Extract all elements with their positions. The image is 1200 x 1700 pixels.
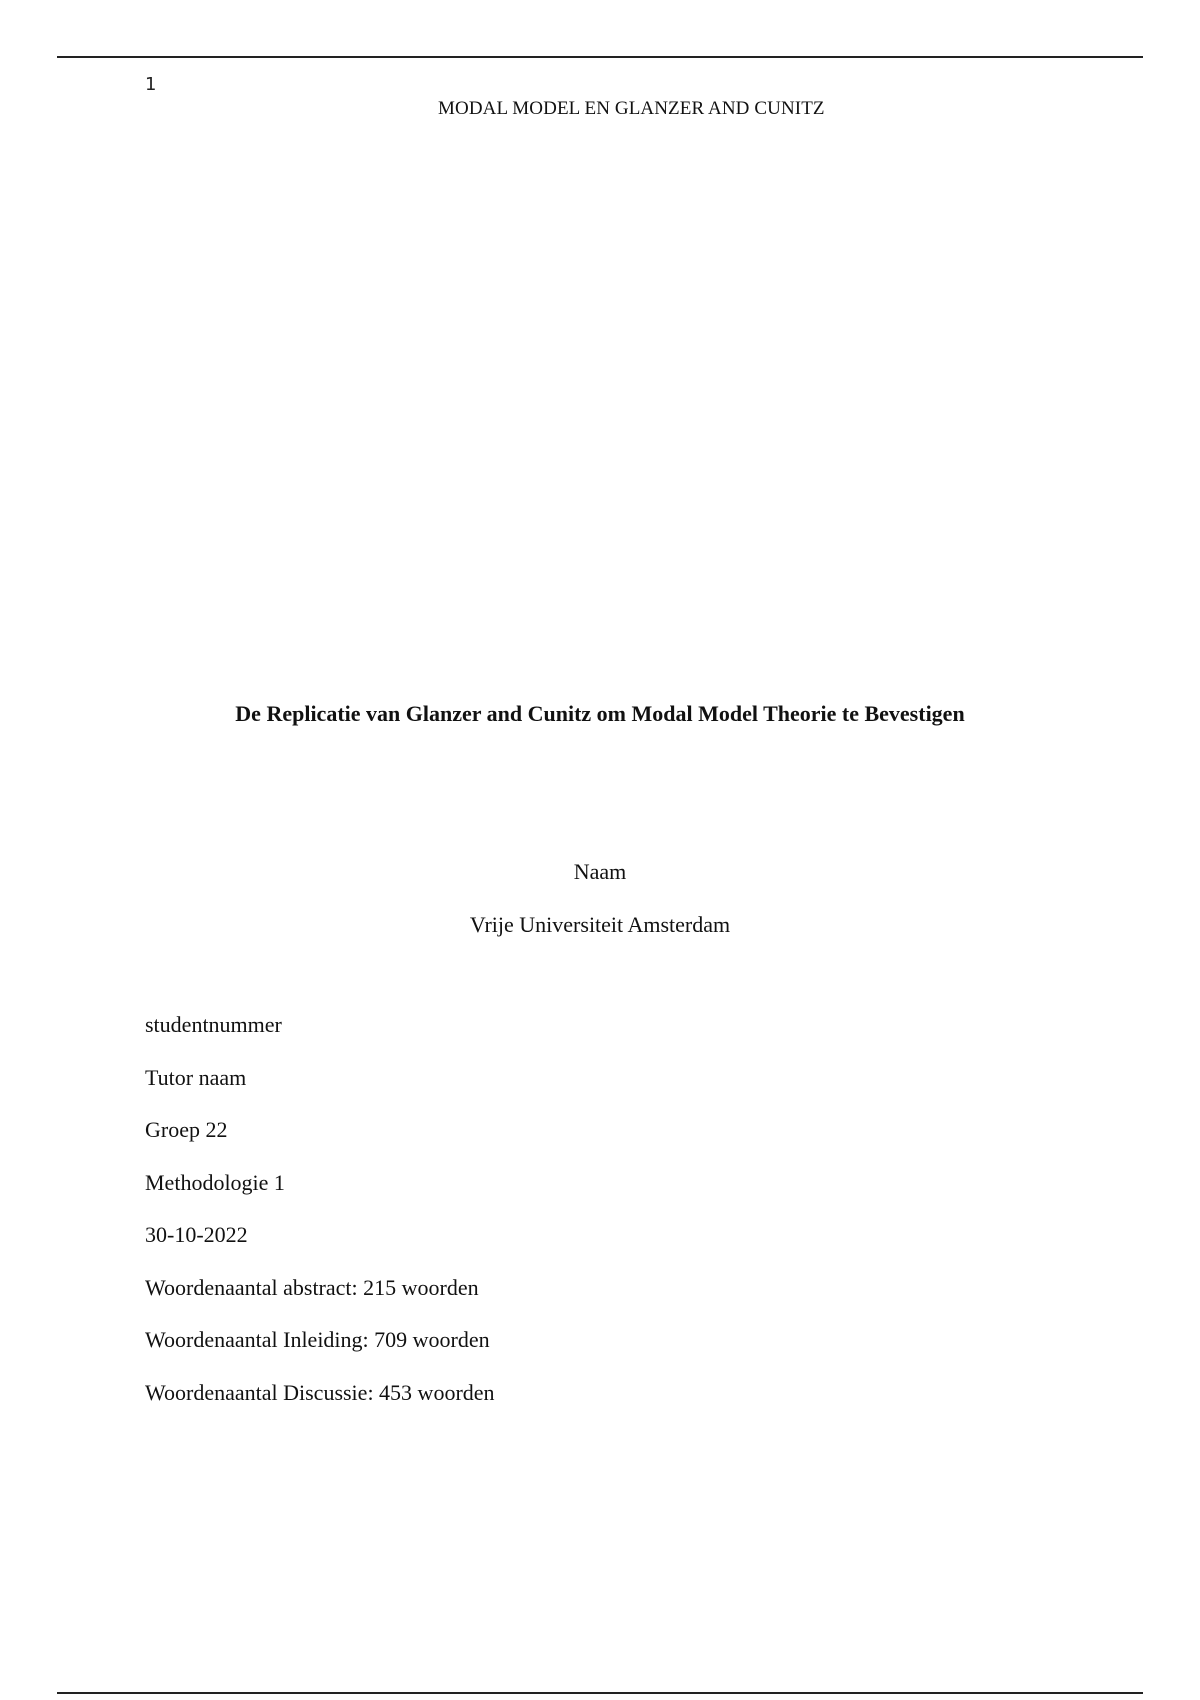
word-count-discussion: Woordenaantal Discussie: 453 woorden (145, 1379, 495, 1405)
bottom-page-border (57, 1692, 1143, 1694)
word-count-abstract: Woordenaantal abstract: 215 woorden (145, 1274, 479, 1300)
paper-title: De Replicatie van Glanzer and Cunitz om Modal Model Theorie te Bevestigen (235, 701, 965, 726)
group: Groep 22 (145, 1117, 228, 1142)
page-number: 1 (145, 74, 157, 95)
word-count-introduction: Woordenaantal Inleiding: 709 woorden (145, 1327, 490, 1352)
top-page-border (57, 56, 1143, 58)
course-name: Methodologie 1 (145, 1169, 285, 1195)
title-page-details (145, 1012, 495, 1432)
tutor-name: Tutor naam (145, 1064, 247, 1090)
running-head: MODAL MODEL EN GLANZER AND CUNITZ (438, 98, 825, 119)
author-affiliation: Vrije Universiteit Amsterdam (469, 912, 731, 937)
student-number: studentnummer (145, 1012, 282, 1037)
author-name: Naam (573, 859, 627, 884)
submission-date: 30-10-2022 (145, 1222, 248, 1247)
